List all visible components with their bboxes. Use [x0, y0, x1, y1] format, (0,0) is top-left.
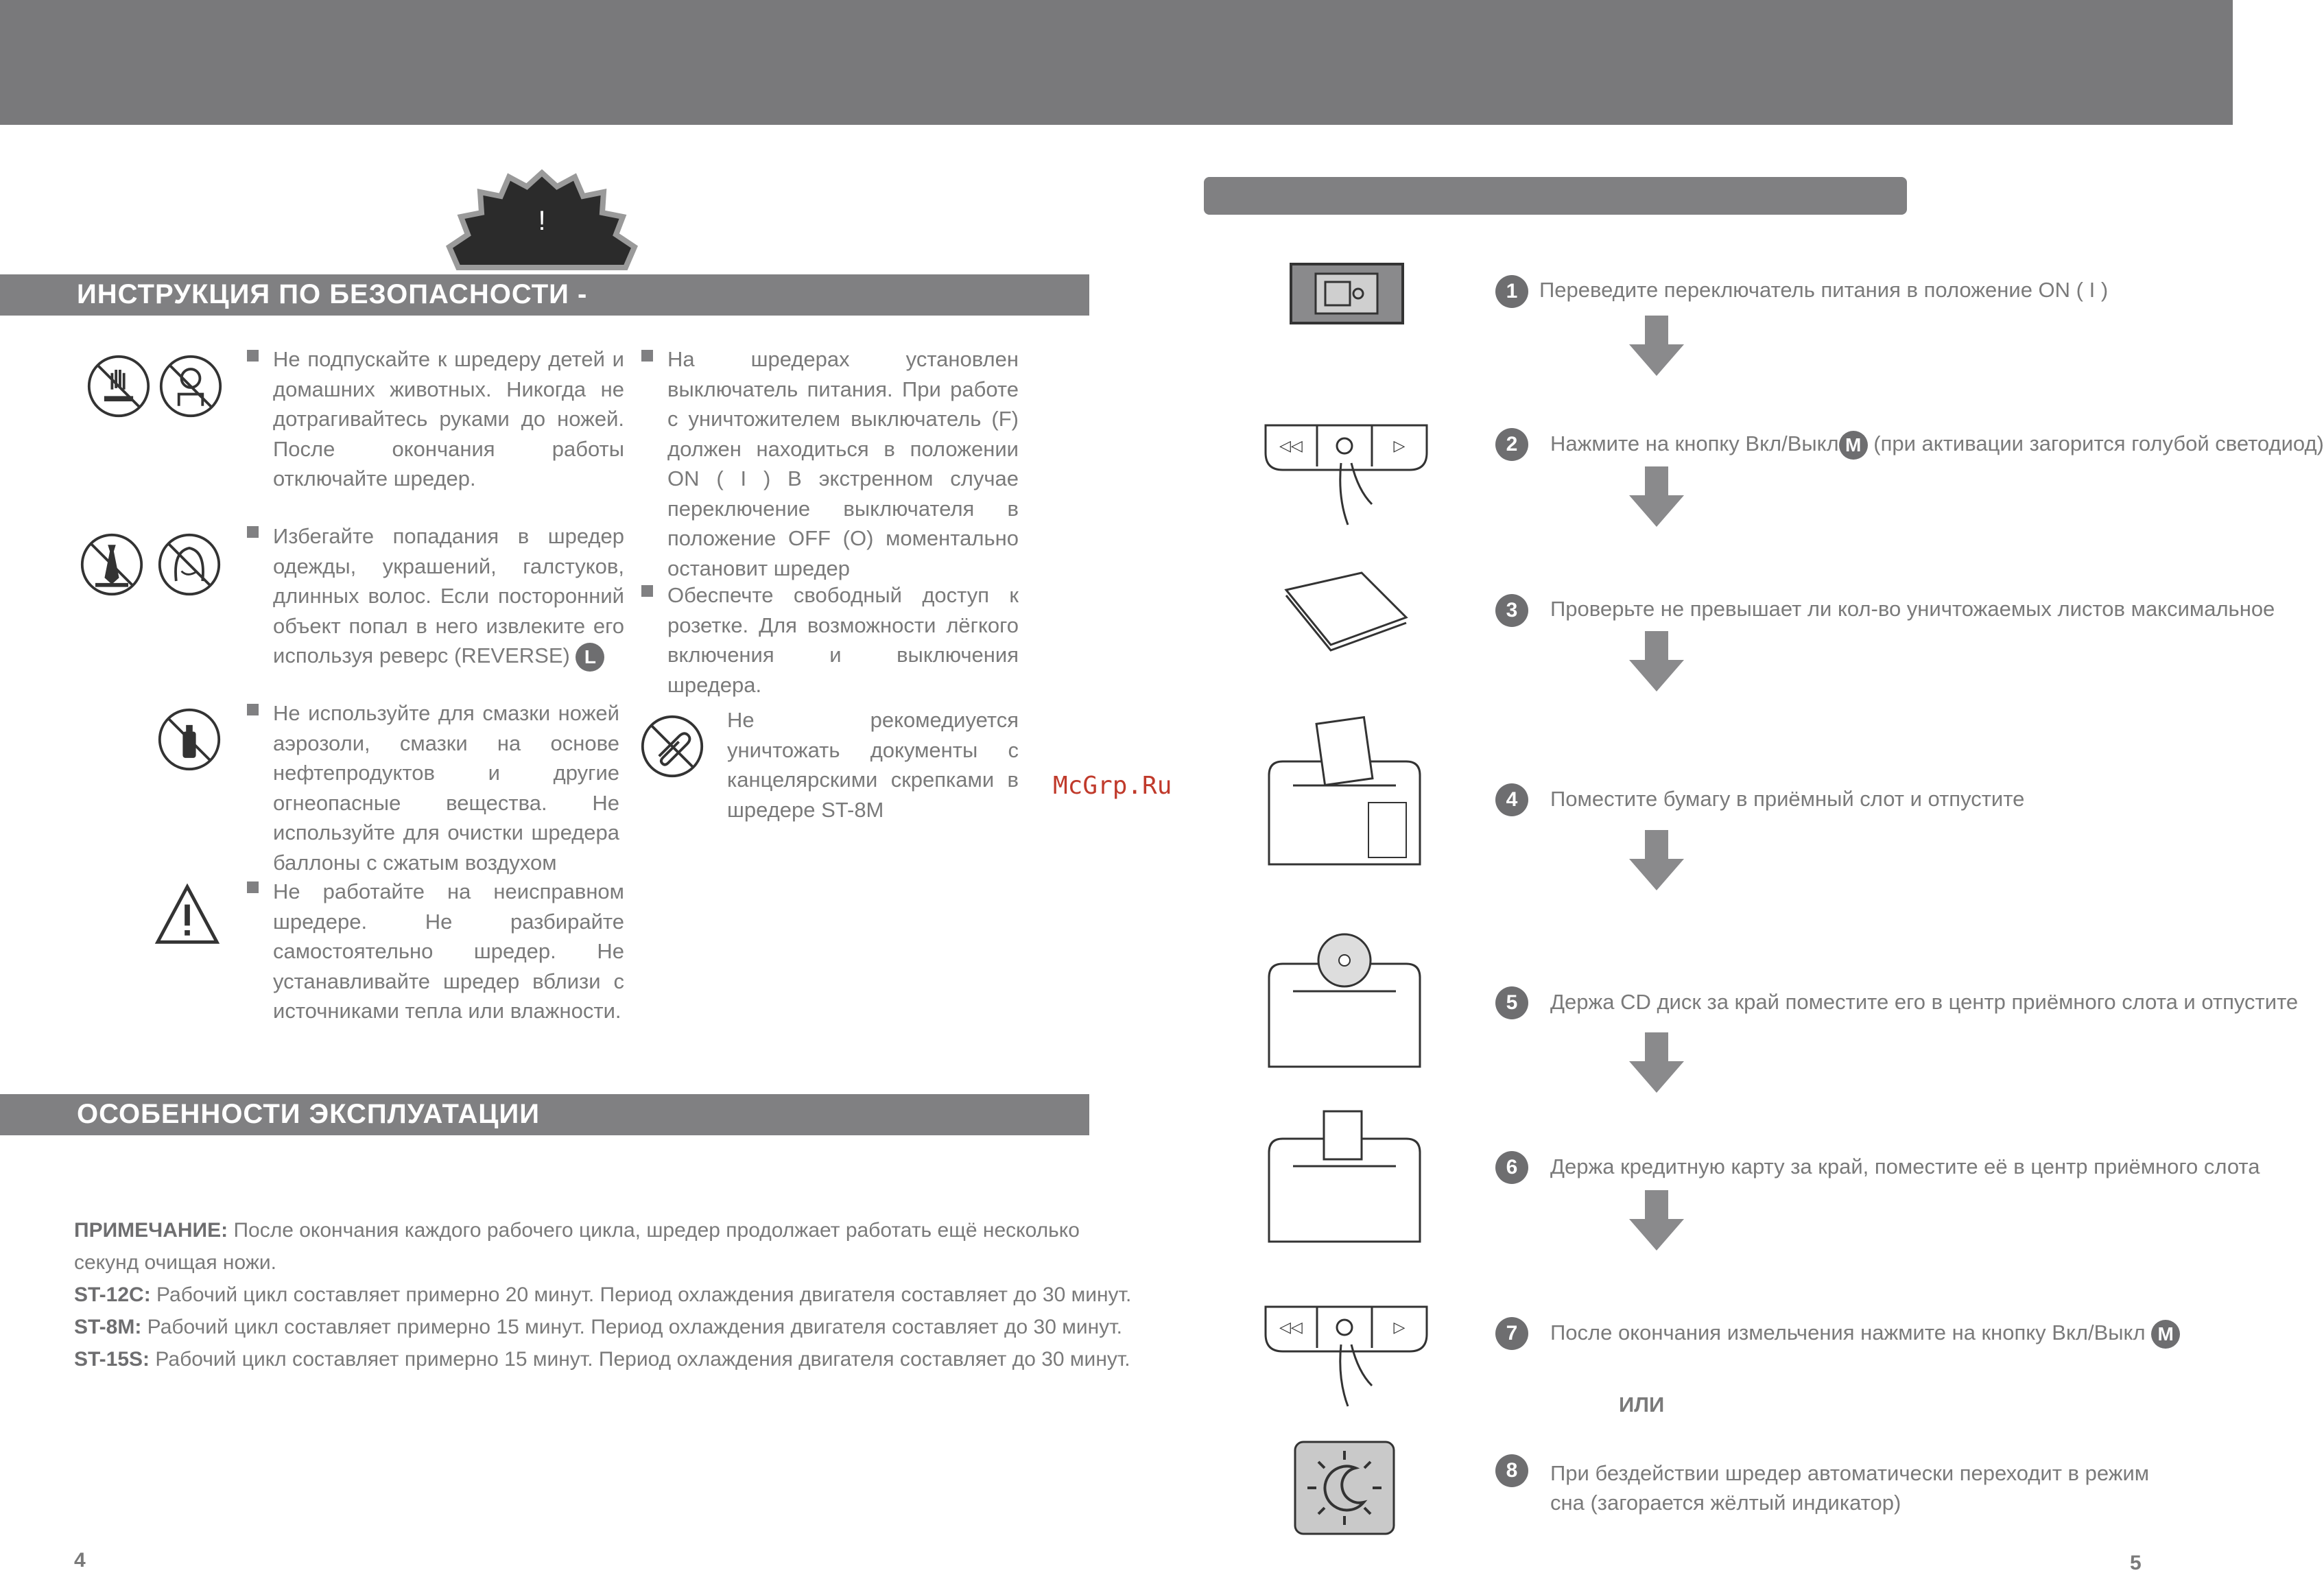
bullet-marker: [641, 350, 653, 362]
safety-bullet-4: Не работайте на неисправном шредере. Не разбирайте самостоятельно шредер. Не устанавливайте шредер вблизи с источниками тепла или влажности.: [273, 879, 624, 1023]
no-paperclip-icon: [639, 713, 705, 779]
model-st12c: ST-12C: Рабочий цикл составляет примерно 20 минут. Период охлаждения двигателя составляет до 30 минут.: [74, 1283, 1132, 1306]
safety-bullet-6: Обеспечте свободный доступ к розетке. Для возможности лёгкого включения и выключения шредера.: [667, 583, 1019, 697]
step-7-text: После окончания измельчения нажмите на кнопку Вкл/Выкл M: [1550, 1320, 2180, 1349]
watermark: McGrp.Ru: [1053, 772, 1172, 800]
paper-stack-icon: [1279, 569, 1410, 652]
down-arrow-icon: [1626, 1032, 1687, 1094]
note-label: ПРИМЕЧАНИЕ:: [74, 1219, 228, 1242]
step-2-badge: M: [1839, 431, 1868, 460]
bullet-marker: [247, 881, 259, 893]
header-bar: [0, 0, 2233, 125]
step-2-number: 2: [1495, 428, 1528, 461]
svg-text:▷: ▷: [1393, 438, 1406, 455]
step-4-number: 4: [1495, 783, 1528, 816]
sleep-mode-icon: [1294, 1441, 1395, 1535]
step-8-text: При бездействии шредер автоматически переходит в режим: [1550, 1461, 2150, 1485]
step-3-text: Проверьте не превышает ли кол-во уничтожаемых листов максимальное: [1550, 597, 2275, 621]
safety-bullet-7: Не рекомедиуется уничтожать документы с канцелярскими скрепками в шредере ST-8M: [727, 708, 1019, 822]
down-arrow-icon: [1626, 466, 1687, 528]
down-arrow-icon: [1626, 631, 1687, 693]
bullet-marker: [247, 350, 259, 362]
step-6-text: Держа кредитную карту за край, поместите её в центр приёмного слота: [1550, 1154, 2260, 1179]
down-arrow-icon: [1626, 830, 1687, 892]
svg-text:◁◁: ◁◁: [1279, 438, 1303, 455]
step-6-number: 6: [1495, 1151, 1528, 1184]
bullet-marker: [641, 585, 653, 597]
or-label: ИЛИ: [1619, 1393, 1665, 1417]
instructions-header-band: [1204, 177, 1907, 215]
shredder-paper-icon: [1266, 713, 1423, 864]
safety-title: ИНСТРУКЦИЯ ПО БЕЗОПАСНОСТИ -: [77, 279, 588, 309]
model-st15s: ST-15S: Рабочий цикл составляет примерно 15 минут. Период охлаждения двигателя составляет до 30 минут.: [74, 1348, 1130, 1371]
shredder-cd-icon: [1266, 929, 1423, 1067]
no-long-hair-icon: [156, 532, 222, 597]
no-aerosol-icon: [156, 707, 222, 772]
svg-text:▷: ▷: [1393, 1319, 1406, 1336]
bullet-marker: [247, 704, 259, 715]
shredder-card-icon: [1266, 1104, 1423, 1242]
step-2-text: Нажмите на кнопку Вкл/Выкл M (при активации загорится голубой светодиод): [1550, 431, 2324, 460]
step-7-badge: M: [2151, 1320, 2180, 1349]
step-8-text-2: сна (загорается жёлтый индикатор): [1550, 1491, 1901, 1515]
page-number-right: 5: [2130, 1552, 2142, 1574]
no-children-icon: [158, 353, 224, 419]
page-number-left: 4: [74, 1549, 86, 1572]
safety-bullet-2: Избегайте попадания в шредер одежды, украшений, галстуков, длинных волос. Если посторонний объект попал в него извлеките его используя реверс (REVERSE) L: [273, 521, 624, 672]
note-line-1: ПРИМЕЧАНИЕ: После окончания каждого рабочего цикла, шредер продолжает работать ещё несколько: [74, 1219, 1080, 1242]
step-1-text: Переведите переключатель питания в положение ON ( I ): [1539, 278, 2109, 302]
svg-text:◁◁: ◁◁: [1279, 1319, 1303, 1336]
step-3-number: 3: [1495, 594, 1528, 627]
control-panel-press-icon: [1262, 422, 1430, 532]
safety-bullet-5: На шредерах установлен выключатель питания. При работе с уничтожителем выключатель (F) должен находиться в положении ON ( I ) В экстренном случае переключение выключателя в положение OFF (O) моментально остановит шредер: [667, 347, 1019, 580]
step-8-number: 8: [1495, 1454, 1528, 1487]
model-st8m: ST-8M: Рабочий цикл составляет примерно 15 минут. Период охлаждения двигателя составляет до 30 минут.: [74, 1316, 1122, 1338]
warning-starburst-icon: [439, 171, 645, 274]
step-7-number: 7: [1495, 1317, 1528, 1350]
operation-title: ОСОБЕННОСТИ ЭКСПЛУАТАЦИИ: [77, 1099, 540, 1129]
down-arrow-icon: [1626, 1190, 1687, 1252]
no-tie-icon: [79, 532, 145, 597]
safety-bullet-1: Не подпускайте к шредеру детей и домашних животных. Никогда не дотрагивайтесь руками до ножей. После окончания работы отключайте шредер.: [273, 347, 624, 490]
note-line-2: секунд очищая ножи.: [74, 1251, 276, 1274]
bullet-marker: [247, 526, 259, 538]
step-5-text: Держа CD диск за край поместите его в центр приёмного слота и отпустите: [1550, 990, 2299, 1014]
reverse-badge: L: [576, 643, 604, 672]
caution-triangle-icon: [154, 881, 220, 947]
step-5-number: 5: [1495, 986, 1528, 1019]
step-4-text: Поместите бумагу в приёмный слот и отпустите: [1550, 787, 2025, 811]
no-hands-icon: [86, 353, 152, 419]
control-panel-press-icon-2: [1262, 1303, 1430, 1413]
step-1-number: 1: [1495, 275, 1528, 308]
power-switch-icon: [1290, 263, 1404, 324]
down-arrow-icon: [1626, 316, 1687, 377]
safety-bullet-3: Не используйте для смазки ножей аэрозоли, смазки на основе нефтепродуктов и другие огнеопасные вещества. Не используйте для очистки шредера баллоны с сжатым воздухом: [273, 701, 619, 875]
warning-symbol: !: [538, 206, 546, 236]
